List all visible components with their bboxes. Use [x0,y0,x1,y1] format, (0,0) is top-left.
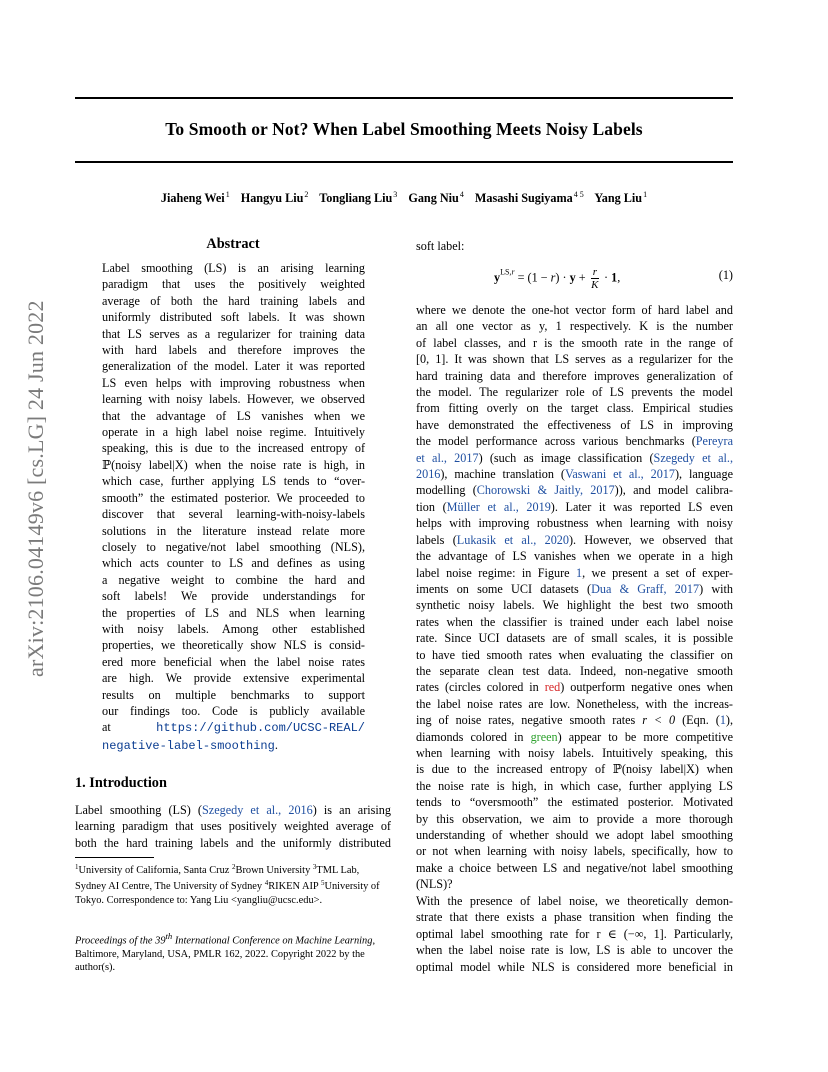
body-text: ). Later it was reported LS even [550,499,733,514]
body-line: strate that there exists a phase transition when finding the [416,910,733,925]
abstract-code-end: . [274,737,278,752]
green-word: green [530,729,558,744]
proceedings-text: International Conference on Machine Learning [172,935,373,947]
abstract-line: LS even helps with improving robustness when [102,375,365,390]
body-line: when learning with noisy labels. Intuitively speaking, this [416,745,733,760]
abstract-line: speaking, this is due to the increased entropy of [102,441,365,456]
citation-link[interactable]: Szegedy et al., 2016 [202,803,313,817]
author-affiliation: 4 [459,190,464,199]
body-line [416,581,733,597]
footnote-text: RIKEN AIP [268,881,321,893]
body-text: , we present a set of exper- [582,565,733,580]
abstract-line: a negative weight to combine the hard and [102,572,365,587]
body-line: rate. Since UCI datasets are of small scales, it is possible [416,631,733,646]
body-text: )), and model calibra- [614,483,733,498]
equation-link[interactable]: 1 [719,713,726,728]
author-name: Masashi Sugiyama [474,191,573,205]
proceedings-sup: th [165,931,173,941]
abstract-line: ered more beneficial when the label noise rates [102,654,365,669]
body-text: ) with [699,581,734,596]
citation-link[interactable]: Lukasik et al., 2020 [456,532,569,547]
right-col-intro [416,238,733,254]
footnote-text: TML Lab, Sydney AI Centre, The University of Sydney [75,865,360,893]
body-text: ), language [674,467,733,482]
red-word: red [544,680,561,695]
body-line: With the presence of label noise, we theoretically demon- [416,894,733,908]
citation-link[interactable]: Müller et al., 2019 [446,499,551,514]
body-line [416,679,733,695]
abstract-line: the properties of LS and NLS when learning [102,605,365,620]
abstract-line: operate in a high label noise regime. Intuitively [102,425,365,440]
body-line: [0, 1]. It was shown that LS serves as a regularizer for the [416,352,733,367]
body-line: or not when learning with noisy labels, specifically, how to [416,844,733,859]
soft-label-line: soft label: [416,239,465,253]
body-line: helps with improving robustness when learning with noisy [416,516,733,531]
body-text: (Eqn. ( [675,713,720,728]
abstract-line: average of both the hard training labels and [102,293,365,308]
body-line: hard training data and therefore improves generalization of [416,368,733,383]
body-line: when the label noise rate is low, LS is able to uncover the [416,943,733,958]
author-affiliation: 1 [225,190,230,199]
fn-mark: 5 [320,879,325,888]
citation-link[interactable]: Pereyra [695,434,733,449]
body-text: ing of noise rates, negative smooth rates [416,713,643,728]
equation-1 [416,262,733,290]
body-line: from fitting overly on the target class. Empirical studies [416,401,733,416]
abstract-line: with noisy labels. Among other established [102,621,365,636]
abstract-line: paradigm that uses the positively weighted [102,277,365,292]
author-affiliation: 2 [304,190,309,199]
abstract-line: soft labels! We provide understandings for [102,589,365,604]
abstract-line: results on multiple benchmarks to support [102,687,365,702]
body-text: tion ( [416,499,447,514]
abstract-code-at: at [102,720,111,735]
citation-link[interactable]: Szegedy et al., [653,450,734,465]
citation-link[interactable]: Dua & Graff, 2017 [591,581,700,596]
abstract-line: ℙ(noisy label|X) when the noise rate is high, in [102,457,365,472]
body-line [416,466,733,482]
title-rule-bottom [75,161,733,163]
citation-link[interactable]: 2016 [416,467,441,482]
body-line [416,433,733,449]
body-line [416,729,733,745]
footnote-text: Brown University [235,865,313,876]
body-text: ), machine translation ( [440,467,565,482]
citation-link[interactable]: Vaswani et al., 2017 [564,467,675,482]
author-affiliation: 4 5 [573,190,584,199]
body-text: ), [725,713,734,728]
footnote-rule [75,857,154,858]
code-link-cont[interactable]: negative-label-smoothing [102,738,275,753]
body-line: to have tied smooth rates when evaluating the classifier on [416,647,733,662]
body-line: tends to “oversmooth” the estimated posterior. Motivated [416,795,733,810]
body-line [416,450,733,466]
fn-mark: 3 [312,863,317,871]
body-line [416,482,733,498]
body-line: make a choice between LS and negative/not label smoothing [416,860,733,875]
body-text: ) (such as image classification ( [478,450,654,465]
abstract-line: learning with noisy labels. However, we observed [102,392,365,407]
intro-text: ) is an arising [312,803,391,817]
abstract-line: smooth” the estimated posterior. We proceeded to [102,490,365,505]
abstract-body [102,260,365,754]
body-text: ). However, we observed that [568,532,733,547]
body-text: modelling ( [416,483,477,498]
abstract-line: uniformly distributed soft labels. It was shown [102,310,365,325]
abstract-line: which acts counter to LS and defines as using [102,556,365,571]
body-line: the label noise rates are low. Nonetheless, with the increas- [416,696,733,711]
body-line: have demonstrated the effectiveness of LS in improving [416,417,733,432]
author-name: Hangyu Liu [240,191,304,205]
author-name: Tongliang Liu [319,191,393,205]
affiliation-footnote [75,861,391,907]
body-text: labels ( [416,532,457,547]
body-line: an all one vector as y, 1 respectively. K is the number [416,319,733,334]
body-line: where we denote the one-hot vector form of hard label and [416,303,733,317]
citation-link[interactable]: Chorowski & Jaitly, 2017 [476,483,615,498]
right-col-body [416,302,733,893]
footnote-text: University of California, Santa Cruz [78,865,233,876]
body-text: ) outperform negative ones when [560,680,733,695]
body-text: diamonds colored in [416,729,531,744]
body-line: of label classes, and r is the smooth rate in the range of [416,335,733,350]
author-name: Yang Liu [594,191,643,205]
title-rule-top [75,97,733,99]
body-text: ) appear to be more competitive [557,729,734,744]
abstract-heading: Abstract [206,236,260,252]
arxiv-stamp: arXiv:2106.04149v6 [cs.LG] 24 Jun 2022 [23,300,48,677]
figure-link[interactable]: 1 [576,565,583,580]
body-text: label noise regime: in Figure [416,565,576,580]
footnote-text: University of Tokyo. Correspondence to: Yang Liu <yangliu@ucsc.edu>. [75,881,380,906]
abstract-code-line [102,737,365,754]
abstract-line: solutions in the literature instead relate more [102,523,365,538]
body-line: optimal label smoothing rate for r ∈ (−∞, 1]. Particularly, [416,926,733,941]
body-line: optimal model while NLS is considered more beneficial in [416,959,733,974]
abstract-line: generalization of the model. Later it was reported [102,359,365,374]
equation-number: (1) [718,268,733,282]
abstract-line: are high. We provide extensive experimental [102,671,365,686]
author-name: Jiaheng Wei [160,191,225,205]
body-line: rates when the classifier is trained under each label noise [416,614,733,629]
abstract-line: our findings too. Code is publicly available [102,703,365,718]
author-list [75,190,733,206]
proceedings-note [75,930,391,974]
abstract-code-line [102,719,365,736]
fn-mark: 1 [75,863,79,871]
body-line: the model. The regularizer role of LS prevents the model [416,385,733,400]
intro-body [75,802,391,851]
body-line: synthetic noisy labels. We highlight the best two smooth [416,598,733,613]
body-line: (NLS)? [416,877,453,892]
abstract-line: which case, further applying LS tends to “over- [102,474,365,489]
math-inline: r < 0 [642,713,676,728]
body-line: is due to the increased entropy of ℙ(noisy label|X) when [416,762,733,777]
fn-mark: 2 [232,863,236,871]
body-line [416,565,733,581]
paper-title: To Smooth or Not? When Label Smoothing Meets Noisy Labels [165,119,643,139]
proceedings-text: Proceedings of the 39 [75,935,166,947]
body-line: by this observation, we aim to provide a more thorough [416,811,733,826]
intro-line: both the hard training labels and the uniformly distributed [75,835,391,850]
body-text: iments on some UCI datasets ( [416,581,592,596]
abstract-line: that the advantage of LS vanishes when we [102,408,365,423]
body-line: the separate clean test data. Indeed, non-negative smooth [416,663,733,678]
author-name: Gang Niu [408,191,459,205]
intro-line: learning paradigm that uses positively weighted average of [75,819,391,834]
abstract-line: discover that several learning-with-noisy-labels [102,507,365,522]
code-link[interactable]: https://github.com/UCSC-REAL/ [156,721,365,736]
abstract-line: that LS serves as a regularizer for training data [102,326,365,341]
intro-text: Label smoothing (LS) ( [75,803,202,817]
equation-body: $y^{LS,r} = (1 - r) \cdot y$ + $\frac{r}{K}$ · 1, [494,266,621,291]
citation-link[interactable]: et al., 2017 [416,450,479,465]
proceedings-text: , Baltimore, Maryland, USA, PMLR 162, 2022. Copyright 2022 by the author(s). [75,935,376,974]
body-line [416,712,733,728]
right-col-paragraph-2 [416,893,733,975]
body-line: the advantage of LS vanishes when we operate in a high [416,549,733,564]
body-line: the noise rate is high, in which case, further applying LS [416,778,733,793]
fn-mark: 4 [264,879,269,888]
section-heading-introduction: 1. Introduction [75,775,167,791]
intro-line [75,802,391,818]
body-text: rates (circles colored in [416,680,545,695]
body-line [416,499,733,515]
abstract-line: properties, we theoretically show NLS is consid- [102,638,365,653]
author-affiliation: 3 [393,190,398,199]
abstract-line: with hard labels and therefore improves the [102,343,365,358]
body-line: understanding of whether should we adopt label smoothing [416,828,733,842]
body-text: the model performance across various benchmarks ( [416,434,696,449]
author-affiliation: 1 [643,190,648,199]
body-line [416,532,733,548]
abstract-line: closely to negative/not label smoothing (NLS), [102,539,365,554]
abstract-line: Label smoothing (LS) is an arising learning [102,261,365,275]
